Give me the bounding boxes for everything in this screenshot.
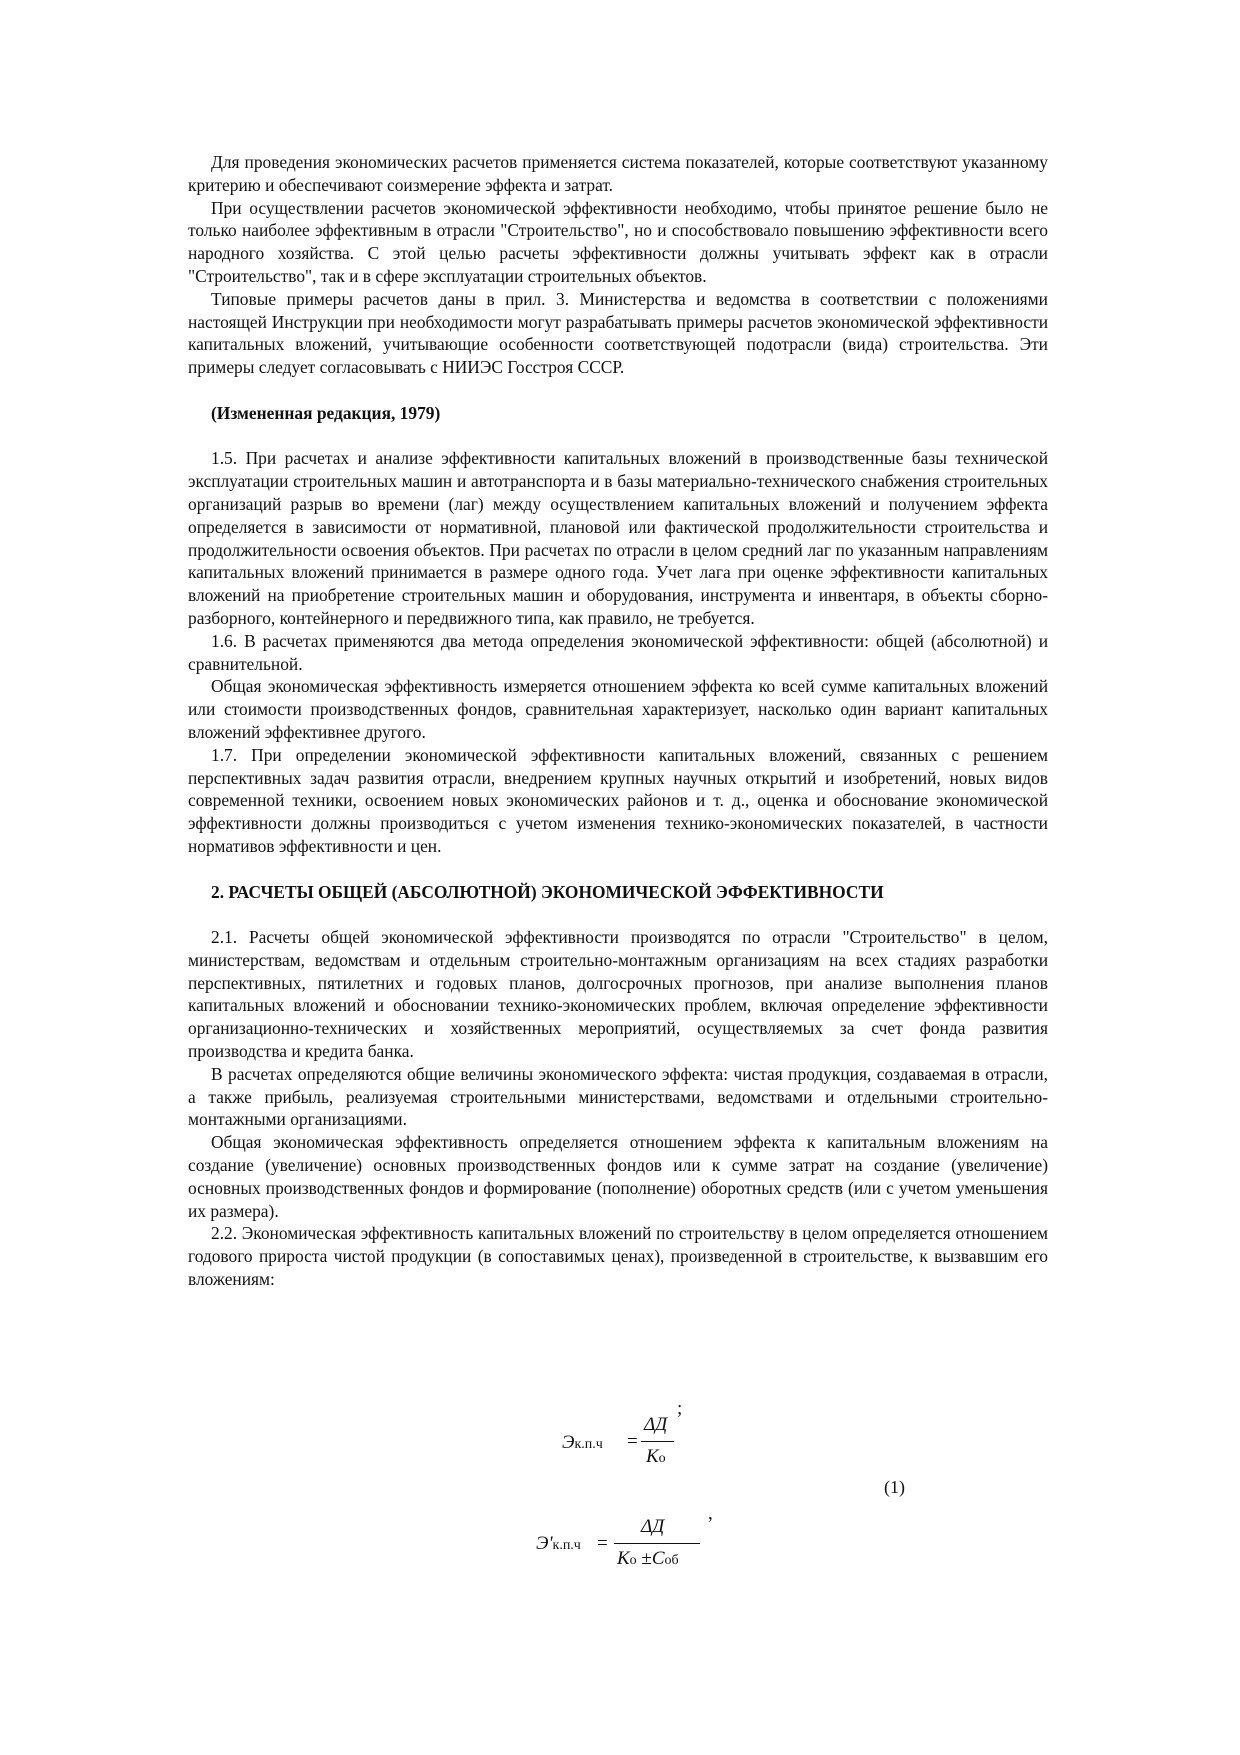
formula2-equals: = xyxy=(597,1533,608,1554)
formula2-numerator: ΔД xyxy=(641,1516,665,1537)
paragraph: 2.2. Экономическая эффективность капитальных вложений по строительству в целом определяется отношением годового прироста чистой продукции (в сопоставимых ценах), произведенной в строительстве, к вызвавшим его вложениям: xyxy=(188,1223,1048,1290)
paragraph: 1.7. При определении экономической эффективности капитальных вложений, связанных с решением перспективных задач развития отрасли, внедрением крупных научных открытий и изобретений, новых видов современной техники, освоением новых экономических районов и т. д., оценка и обоснование экономической эффективности должны производиться с учетом изменения технико-экономических показателей, в частности нормативов эффективности и цен. xyxy=(188,744,1048,856)
paragraph: Типовые примеры расчетов даны в прил. 3. Министерства и ведомства в соответствии с положениями настоящей Инструкции при необходимости могут разрабатывать примеры расчетов экономической эффективности капитальных вложений, учитывающие особенности соответствующей подотрасли (вида) строительства. Эти примеры следует согласовывать с НИИЭС Госстроя СССР. xyxy=(188,288,1048,378)
formula2-lhs: Э'к.п.ч xyxy=(536,1533,581,1554)
formula1-equals: = xyxy=(627,1431,638,1452)
formula2-fraction-bar xyxy=(614,1543,700,1544)
formula1-fraction-bar xyxy=(641,1441,674,1442)
paragraph: Для проведения экономических расчетов применяется система показателей, которые соответствуют указанному критерию и обеспечивают соизмерение эффекта и затрат. xyxy=(188,152,1048,195)
formula1-numerator: ΔД xyxy=(644,1414,668,1435)
formula2-trail: , xyxy=(708,1503,713,1524)
paragraph: 1.5. При расчетах и анализе эффективности капитальных вложений в производственные базы технической эксплуатации строительных машин и автотранспорта и в базы материально-технического снабжения строительных организаций разрыв во времени (лаг) между осуществлением капитальных вложений и получением эффекта определяется в зависимости от нормативной, плановой или фактической продолжительности строительства и продолжительности освоения объектов. При расчетах по отрасли в целом средний лаг по указанным направлениям капитальных вложений принимается в размере одного года. Учет лага при оценке эффективности капитальных вложений на приобретение строительных машин и оборудования, инструмента и инвентаря, в объекты сборно-разборного, контейнерного и передвижного типа, как правило, не требуется. xyxy=(188,448,1048,628)
formula1-lhs: Эк.п.ч xyxy=(562,1432,603,1453)
formula2-denominator: Ко ±Соб xyxy=(617,1548,679,1569)
formula1-denominator: Ко xyxy=(646,1446,666,1467)
document-body xyxy=(188,151,1048,1291)
edition-note: (Измененная редакция, 1979) xyxy=(211,402,441,423)
paragraph: Общая экономическая эффективность определяется отношением эффекта к капитальным вложениям на создание (увеличение) основных производственных фондов или к сумме затрат на создание (увеличение) основных производственных фондов и формирование (пополнение) оборотных средств (или с учетом уменьшения их размера). xyxy=(188,1132,1048,1221)
paragraph: 1.6. В расчетах применяются два метода определения экономической эффективности: общей (абсолютной) и сравнительной. xyxy=(188,630,1048,674)
formula-number: (1) xyxy=(884,1477,905,1497)
paragraph: 2.1. Расчеты общей экономической эффективности производятся по отрасли "Строительство" в целом, министерствам, ведомствам и отдельным строительно-монтажным организациям на всех стадиях разработки перспективных, пятилетних и годовых планов, долгосрочных прогнозов, при анализе выполнения планов капитальных вложений и обосновании технико-экономических проблем, включая определение эффективности организационно-технических и хозяйственных мероприятий, осуществляемых за счет фонда развития производства и кредита банка. xyxy=(188,927,1048,1062)
section-heading: 2. РАСЧЕТЫ ОБЩЕЙ (АБСОЛЮТНОЙ) ЭКОНОМИЧЕСКОЙ ЭФФЕКТИВНОСТИ xyxy=(211,881,884,902)
paragraph: В расчетах определяются общие величины экономического эффекта: чистая продукция, создаваемая в отрасли, а также прибыль, реализуемая строительными министерствами, ведомствами и отдельными строительно-монтажными организациями. xyxy=(188,1063,1048,1130)
paragraph: Общая экономическая эффективность измеряется отношением эффекта ко всей сумме капитальных вложений или стоимости производственных фондов, сравнительная характеризует, насколько один вариант капитальных вложений эффективнее другого. xyxy=(188,676,1048,742)
formula1-trail: ; xyxy=(677,1398,683,1419)
paragraph: При осуществлении расчетов экономической эффективности необходимо, чтобы принятое решение было не только наиболее эффективным в отрасли "Строительство", но и способствовало повышению эффективности всего народного хозяйства. С этой целью расчеты эффективности должны учитывать эффект как в отрасли "Строительство", так и в сфере эксплуатации строительных объектов. xyxy=(188,197,1048,286)
